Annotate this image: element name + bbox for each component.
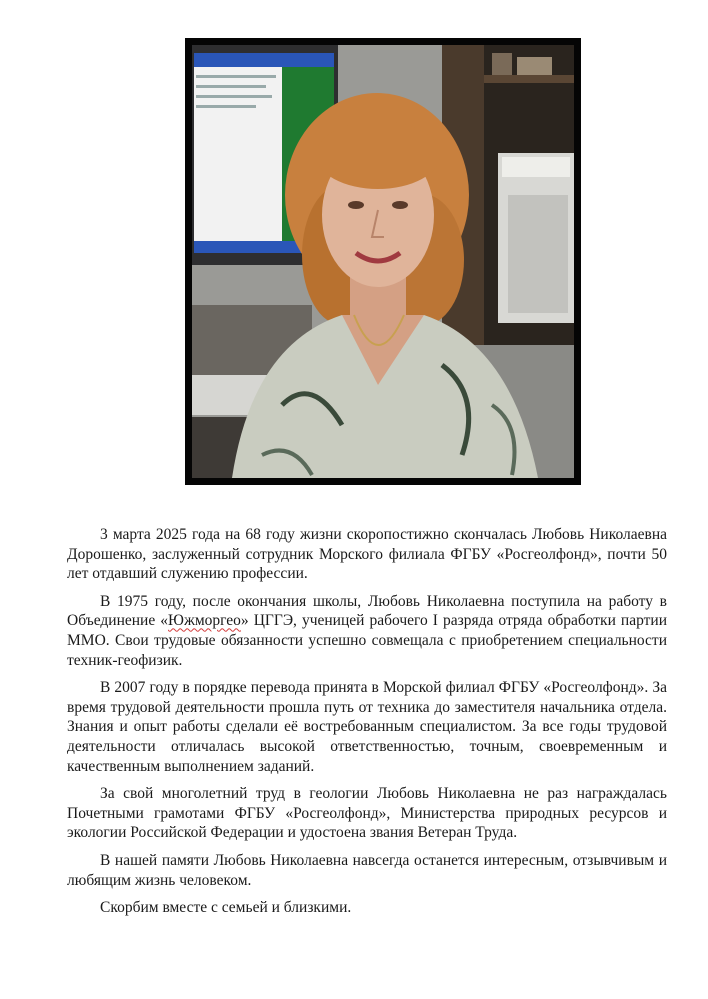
paragraph-5: В нашей памяти Любовь Николаевна навсегда останется интересным, отзывчивым и любящим жизнь человеком. <box>67 851 667 889</box>
paragraph-1: 3 марта 2025 года на 68 году жизни скоропостижно скончалась Любовь Николаевна Дорошенко, заслуженный сотрудник Морского филиала ФГБУ «Росгеолфонд», почти 50 лет отдавший служению профессии. <box>67 526 667 583</box>
portrait-illustration <box>192 45 574 478</box>
portrait-photo <box>192 45 574 478</box>
paragraph-2-start: В 1975 году, после окончания школы, Любовь Николаевна поступила на работу в Объединение « <box>67 592 667 630</box>
paragraph-4: За свой многолетний труд в геологии Любовь Николаевна не раз награждалась Почетными грамотами ФГБУ «Росгеолфонд», Министерства природных ресурсов и экологии Российской Федерации и удостоена звания Ветеран Труда. <box>67 785 667 842</box>
paragraph-3: В 2007 году в порядке перевода принята в Морской филиал ФГБУ «Росгеолфонд». За время трудовой деятельности прошла путь от техника до заместителя начальника отдела. Знания и опыт работы сделали её востребованным специалистом. За все годы трудовой деятельности отличалась высокой ответственностью, точным, своевременным и качественным выполнением заданий. <box>67 679 667 775</box>
paragraph-2 <box>67 592 667 670</box>
portrait-frame <box>185 38 581 485</box>
organization-name-underlined: Южморгео <box>168 612 241 630</box>
paragraph-6: Скорбим вместе с семьей и близкими. <box>100 899 352 917</box>
obituary-text <box>67 525 667 926</box>
paragraph-2-end: » ЦГГЭ, ученицей рабочего I разряда отряда обработки партии ММО. Свои трудовые обязанности успешно совмещала с приобретением специальности техник-геофизик. <box>67 612 667 669</box>
